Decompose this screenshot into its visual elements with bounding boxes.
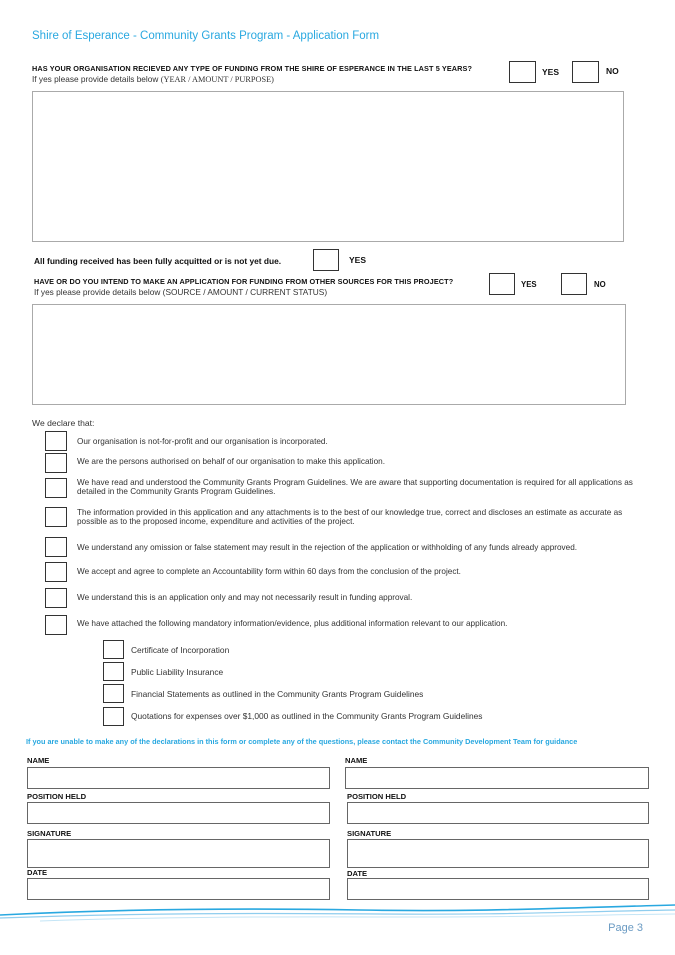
acquit-label: All funding received has been fully acquitted or is not yet due.	[34, 256, 282, 266]
declaration-checkbox-1[interactable]	[45, 431, 67, 451]
declarations-intro: We declare that:	[32, 418, 95, 428]
q1-details-label: If yes please provide details below (YEAR / AMOUNT / PURPOSE)	[32, 74, 274, 84]
q1-question: HAS YOUR ORGANISATION RECIEVED ANY TYPE OF FUNDING FROM THE SHIRE OF ESPERANCE IN THE LAST 5 YEARS?	[32, 64, 473, 73]
attachment-checkbox-3[interactable]	[103, 684, 124, 703]
acquit-yes-label: YES	[349, 255, 367, 265]
page-title: Shire of Esperance - Community Grants Program - Application Form	[32, 30, 380, 42]
attachment-text-3: Financial Statements as outlined in the Community Grants Program Guidelines	[131, 689, 424, 699]
left-signature-label: SIGNATURE	[27, 829, 72, 838]
right-signature-label: SIGNATURE	[347, 829, 392, 838]
declaration-text-5: We understand any omission or false statement may result in the rejection of the application or withholding of any funds already approved.	[77, 543, 578, 552]
declaration-checkbox-4[interactable]	[45, 507, 67, 527]
declaration-text-8: We have attached the following mandatory information/evidence, plus additional information relevant to our application.	[77, 619, 508, 628]
footer-wave-decoration	[0, 896, 675, 926]
declaration-checkbox-6[interactable]	[45, 562, 67, 582]
attachment-checkbox-2[interactable]	[103, 662, 124, 681]
declaration-checkbox-7[interactable]	[45, 588, 67, 608]
q1-details-textarea[interactable]	[32, 91, 624, 242]
q1-yes-label: YES	[542, 67, 560, 77]
attachment-checkbox-4[interactable]	[103, 707, 124, 726]
declaration-checkbox-5[interactable]	[45, 537, 67, 557]
q2-yes-checkbox[interactable]	[489, 273, 515, 295]
right-signature-input[interactable]	[347, 839, 649, 868]
declaration-checkbox-8[interactable]	[45, 615, 67, 635]
guidance-notice: If you are unable to make any of the declarations in this form or complete any of the questions, please contact the Community Development Team for guidance	[26, 737, 578, 746]
declaration-text-4: The information provided in this application and any attachments is to the best of our knowledge true, correct and discloses an estimate as accurate as possible as to the proposed income, expenditure and activities of the project.	[77, 508, 623, 526]
attachment-text-4: Quotations for expenses over $1,000 as outlined in the Community Grants Program Guidelines	[131, 711, 483, 721]
declaration-text-6: We accept and agree to complete an Accountability form within 60 days from the conclusion of the project.	[77, 567, 461, 576]
right-name-input[interactable]	[345, 767, 649, 789]
declaration-checkbox-3[interactable]	[45, 478, 67, 498]
q2-no-label: NO	[594, 280, 606, 289]
page-number: Page 3	[608, 922, 643, 934]
left-date-label: DATE	[27, 868, 48, 877]
q2-question: HAVE OR DO YOU INTEND TO MAKE AN APPLICATION FOR FUNDING FROM OTHER SOURCES FOR THIS PROJECT?	[34, 277, 454, 286]
right-date-label: DATE	[347, 869, 368, 878]
q1-no-checkbox[interactable]	[572, 61, 599, 83]
attachment-checkbox-1[interactable]	[103, 640, 124, 659]
declaration-text-1: Our organisation is not-for-profit and our organisation is incorporated.	[77, 437, 328, 446]
left-signature-input[interactable]	[27, 839, 330, 868]
right-name-label: NAME	[345, 756, 368, 765]
declaration-checkbox-2[interactable]	[45, 453, 67, 473]
declaration-text-2: We are the persons authorised on behalf of our organisation to make this application.	[77, 457, 385, 466]
q1-no-label: NO	[606, 66, 619, 76]
q2-details-textarea[interactable]	[32, 304, 626, 405]
left-position-input[interactable]	[27, 802, 330, 824]
q1-yes-checkbox[interactable]	[509, 61, 536, 83]
attachment-text-1: Certificate of Incorporation	[131, 645, 230, 655]
q2-no-checkbox[interactable]	[561, 273, 587, 295]
acquit-yes-checkbox[interactable]	[313, 249, 339, 271]
left-name-label: NAME	[27, 756, 50, 765]
declaration-text-3: We have read and understood the Community Grants Program Guidelines. We are aware that supporting documentation is required for all applications as detailed in the Community Grants Program Guidelines.	[77, 478, 633, 496]
left-name-input[interactable]	[27, 767, 330, 789]
attachment-text-2: Public Liability Insurance	[131, 667, 224, 677]
right-position-input[interactable]	[347, 802, 649, 824]
declaration-text-7: We understand this is an application only and may not necessarily result in funding approval.	[77, 593, 413, 602]
q2-yes-label: YES	[521, 280, 537, 289]
left-position-label: POSITION HELD	[27, 792, 87, 801]
right-position-label: POSITION HELD	[347, 792, 407, 801]
q2-details-label: If yes please provide details below (SOURCE / AMOUNT / CURRENT STATUS)	[34, 287, 328, 297]
